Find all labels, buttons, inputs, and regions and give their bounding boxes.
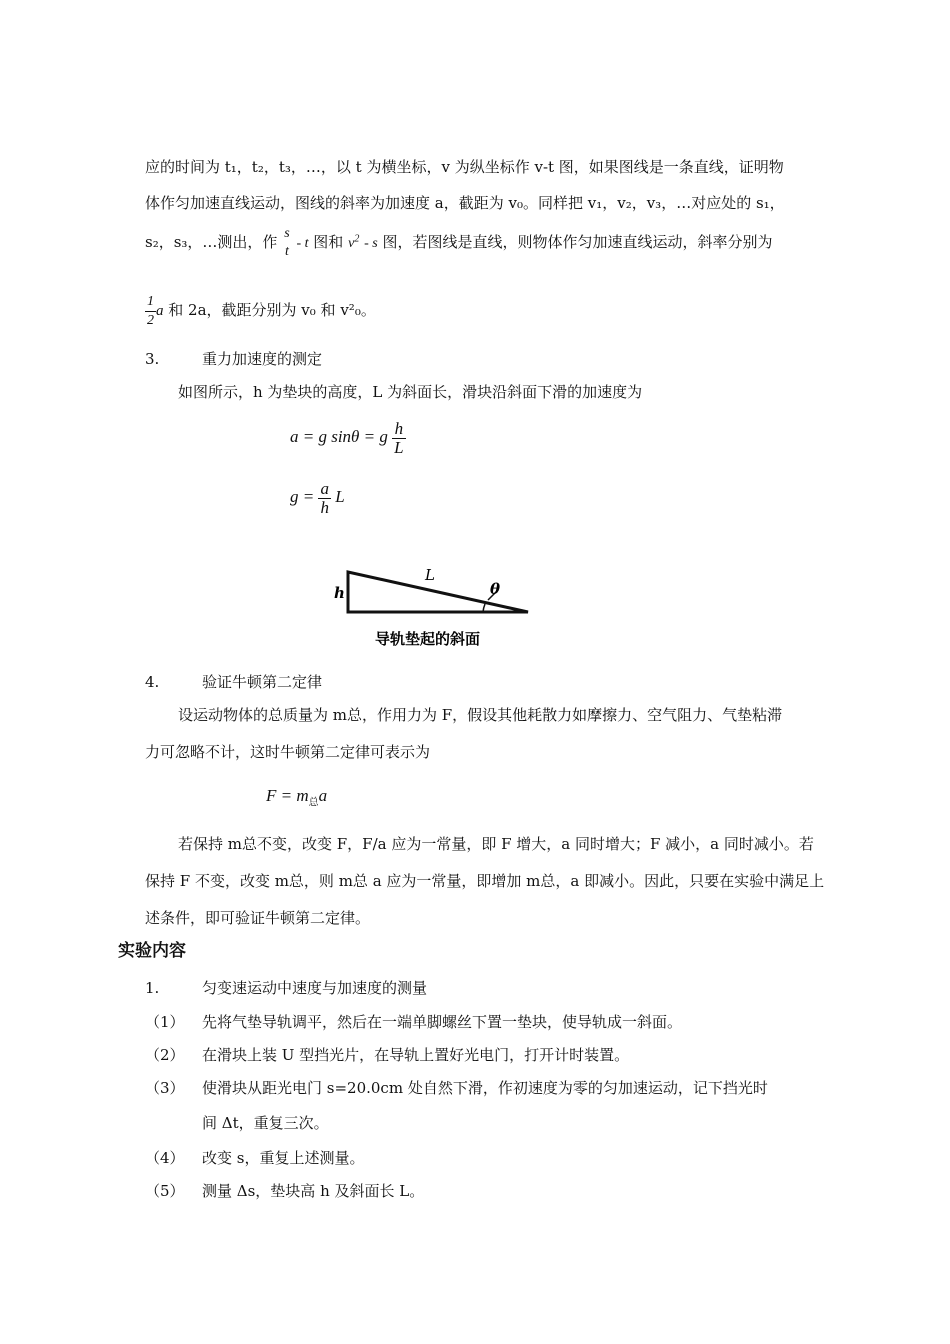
half-a: a — [156, 303, 164, 319]
section-3-number: 3. — [145, 350, 160, 368]
section-4-title: 验证牛顿第二定律 — [202, 673, 323, 691]
step-number: （1） — [145, 1013, 185, 1031]
section-4-p2-line3: 述条件，即可验证牛顿第二定律。 — [145, 909, 371, 927]
s-over-t-numerator: s — [284, 226, 290, 241]
step-number: （3） — [145, 1079, 185, 1097]
eq2-left: g = — [290, 487, 315, 506]
equation-acceleration — [290, 415, 406, 459]
s-over-t-denominator: t — [285, 244, 289, 259]
intro-line-3 — [145, 222, 773, 264]
inclined-plane-figure — [320, 560, 550, 655]
eq3-left: F = m — [266, 786, 309, 805]
label-theta: θ — [490, 580, 501, 598]
step-text: 使滑块从距光电门 s=20.0cm 处自然下滑，作初速度为零的匀加速运动，记下挡光时 — [202, 1079, 768, 1097]
step-number: （4） — [145, 1149, 185, 1167]
step-number: （2） — [145, 1046, 185, 1064]
minus-t: - t — [296, 236, 309, 251]
equation-newton — [266, 786, 328, 809]
intro-line-1: 应的时间为 t₁，t₂，t₃，…，以 t 为横坐标，v 为纵坐标作 v-t 图，如果图线是一条直线，证明物 — [145, 158, 784, 176]
eq2-denominator: h — [320, 497, 329, 517]
section-3-title: 重力加速度的测定 — [202, 350, 323, 368]
s-over-t-fraction — [282, 225, 291, 261]
eq3-right: a — [318, 786, 328, 805]
intro-line-4 — [145, 290, 376, 331]
equation-gravity — [290, 475, 345, 519]
section-4-p2-line2: 保持 F 不变，改变 m总，则 m总 a 应为一常量，即增加 m总，a 即减小。因此，只要在实验中满足上 — [145, 872, 825, 890]
figure-caption: 导轨垫起的斜面 — [375, 630, 481, 648]
step-text: 测量 Δs，垫块高 h 及斜面长 L。 — [202, 1182, 425, 1200]
a-over-h-fraction — [318, 480, 331, 517]
half-numerator: 1 — [147, 293, 154, 309]
step-text-continued: 间 Δt，重复三次。 — [202, 1114, 329, 1132]
incline-triangle — [348, 572, 528, 612]
intro-line-3-b: 图和 — [313, 233, 344, 251]
v-symbol: v — [348, 236, 355, 251]
half-fraction — [145, 293, 156, 330]
section-4-p2-line1: 若保持 m总不变，改变 F，F/a 应为一常量，即 F 增大，a 同时增大；F 减小，a 同时减小。若 — [178, 835, 814, 853]
intro-line-3-a: s₂，s₃，…测出，作 — [145, 233, 278, 251]
step-text: 先将气垫导轨调平，然后在一端单脚螺丝下置一垫块，使导轨成一斜面。 — [202, 1013, 683, 1031]
half-denominator: 2 — [147, 312, 154, 328]
section-3-body: 如图所示，h 为垫块的高度，L 为斜面长，滑块沿斜面下滑的加速度为 — [178, 383, 643, 401]
section-4-p1-line1: 设运动物体的总质量为 m总，作用力为 F，假设其他耗散力如摩擦力、空气阻力、气垫粘滞 — [178, 706, 783, 724]
v-squared — [348, 233, 360, 251]
content-item-1-number: 1. — [145, 979, 160, 997]
intro-line-4-text: 和 2a，截距分别为 v₀ 和 v²₀。 — [168, 301, 376, 319]
content-item-1-title: 匀变速运动中速度与加速度的测量 — [202, 979, 428, 997]
eq1-left: a = g sinθ = g — [290, 427, 388, 446]
step-text: 改变 s，重复上述测量。 — [202, 1149, 365, 1167]
section-4-number: 4. — [145, 673, 160, 691]
v-exponent: 2 — [354, 233, 360, 245]
step-number: （5） — [145, 1182, 185, 1200]
minus-s: - s — [364, 236, 378, 251]
intro-line-3-c: 图，若图线是直线，则物体作匀加速直线运动，斜率分别为 — [382, 233, 773, 251]
heading-experiment-content: 实验内容 — [118, 941, 186, 961]
eq1-numerator: h — [394, 418, 404, 438]
eq2-numerator: a — [320, 478, 329, 498]
eq3-subscript: 总 — [308, 797, 319, 809]
label-L: L — [425, 566, 435, 584]
eq1-denominator: L — [394, 437, 404, 457]
section-4-p1-line2: 力可忽略不计，这时牛顿第二定律可表示为 — [145, 743, 431, 761]
intro-line-2: 体作匀加速直线运动，图线的斜率为加速度 a，截距为 v₀。同样把 v₁，v₂，v₃，…对应处的 s₁， — [145, 194, 785, 212]
step-text: 在滑块上装 U 型挡光片，在导轨上置好光电门，打开计时装置。 — [202, 1046, 630, 1064]
h-over-L-fraction — [392, 420, 405, 457]
label-h: h — [334, 584, 345, 602]
eq2-right: L — [335, 487, 345, 506]
